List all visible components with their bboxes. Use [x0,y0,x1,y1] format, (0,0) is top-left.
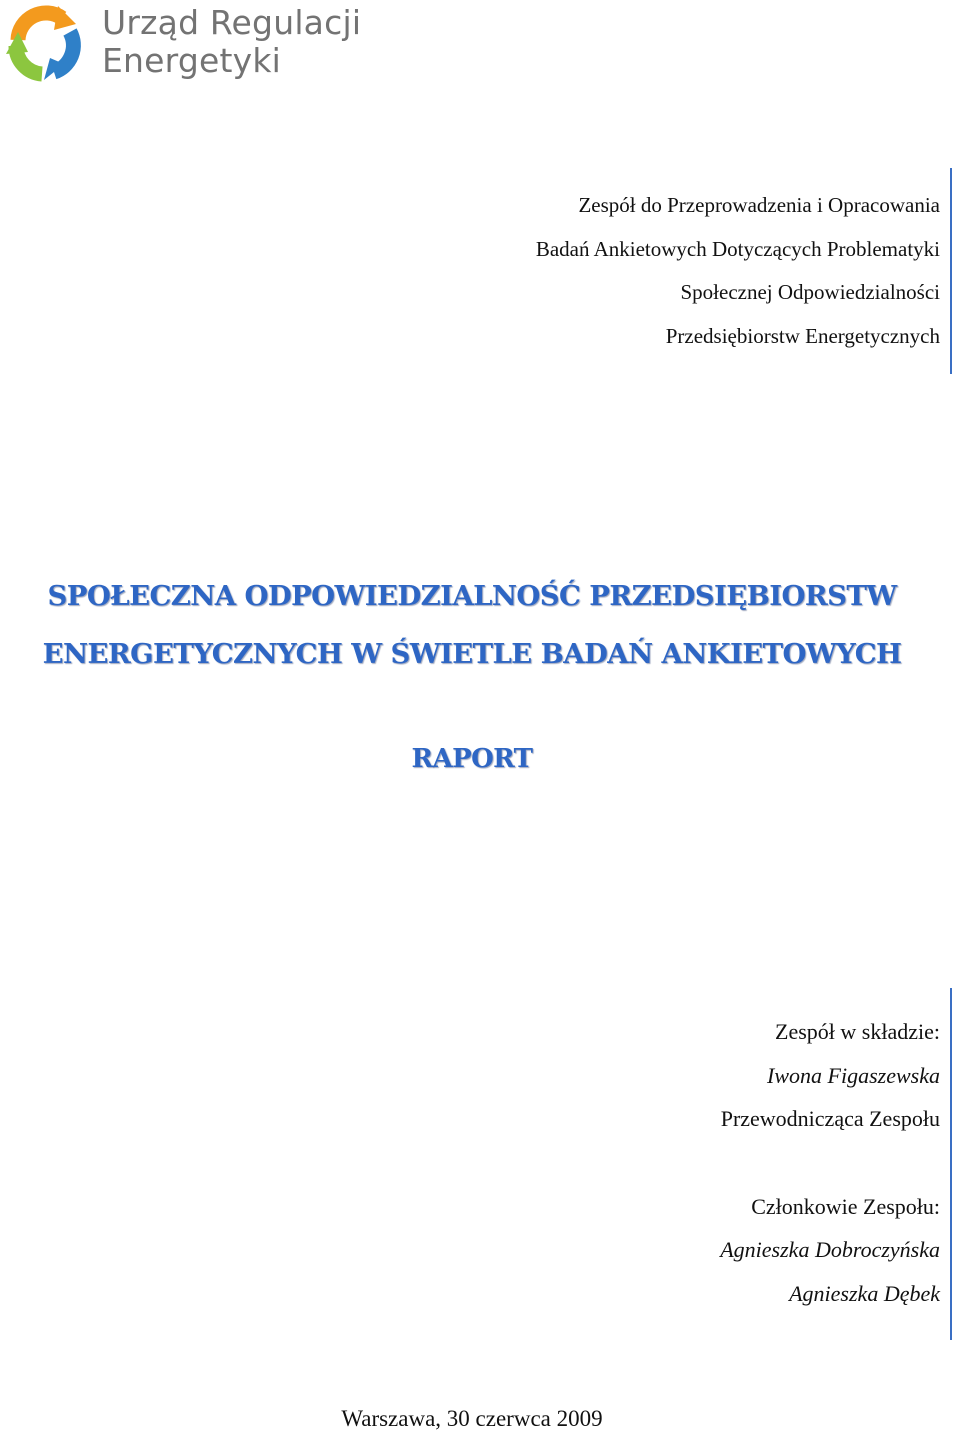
document-title-line-1: SPOŁECZNA ODPOWIEDZIALNOŚĆ PRZEDSIĘBIORSTW [47,580,897,612]
team-chair-name: Iwona Figaszewska [767,1062,940,1088]
committee-line-2: Badań Ankietowych Dotyczących Problematyki [535,236,940,261]
team-accent-bar [950,988,952,1340]
team-members-heading: Członkowie Zespołu: [751,1193,940,1219]
ure-logo [4,2,364,86]
logo-line-2: Energetyki [102,41,282,80]
place-and-date: Warszawa, 30 czerwca 2009 [341,1406,603,1431]
committee-line-3: Społecznej Odpowiedzialności [680,280,940,304]
team-chair-role: Przewodnicząca Zespołu [720,1106,940,1131]
document-title-line-2: ENERGETYCZNYCH W ŚWIETLE BADAŃ ANKIETOWYCH [42,638,902,670]
document-type-label: RAPORT [411,744,533,774]
committee-line-4: Przedsiębiorstw Energetycznych [665,323,940,348]
team-member: Agnieszka Dobroczyńska [720,1237,940,1262]
ure-circular-arrows-logo-icon [4,2,88,86]
team-heading: Zespół w składzie: [775,1019,940,1044]
ure-logo-text [102,4,361,80]
committee-name [536,184,940,358]
committee-line-1: Zespół do Przeprowadzenia i Opracowania [578,193,940,217]
committee-accent-bar [950,168,952,374]
logo-line-1: Urząd Regulacji [102,3,362,42]
team-list [720,1010,940,1315]
team-member: Agnieszka Dębek [789,1280,940,1306]
team-spacer [720,1141,940,1185]
